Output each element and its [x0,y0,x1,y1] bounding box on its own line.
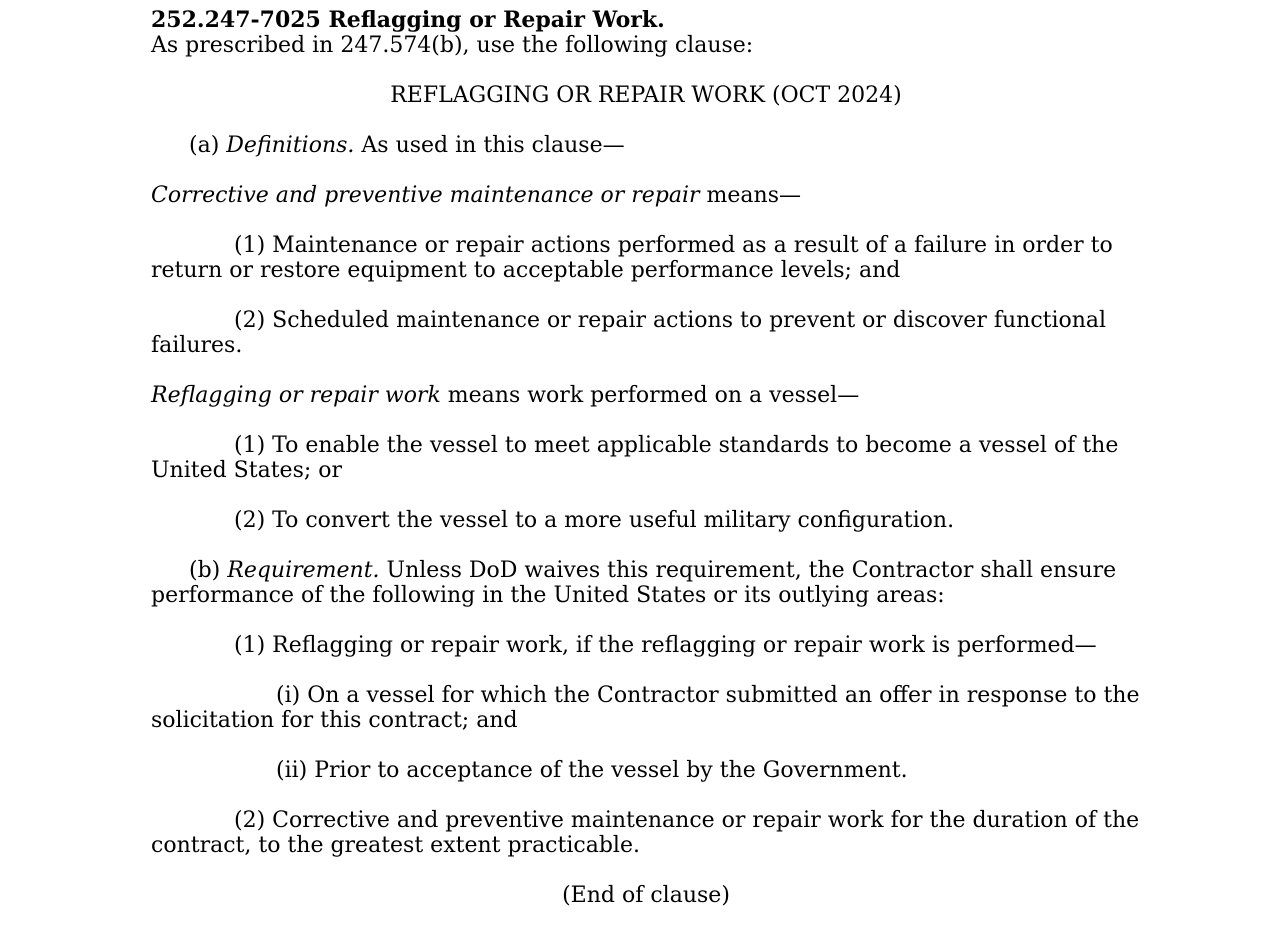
document-body [151,8,1141,908]
definition-reflagging-item-1: (1) To enable the vessel to meet applicable standards to become a vessel of the United States; or [151,433,1119,483]
paragraph-b [151,558,1141,608]
paragraph-a-marker: (a) [189,133,227,158]
end-of-clause: (End of clause) [562,883,730,908]
paragraph-a-heading: Definitions. [226,133,355,158]
definition-corrective-term: Corrective and preventive maintenance or repair [151,183,700,208]
definition-corrective-text: means— [699,183,802,208]
definition-reflagging-term: Reflagging or repair work [151,383,441,408]
clause-number-title: 252.247-7025 Reflagging or Repair Work. [151,7,665,33]
paragraph-b-marker: (b) [189,558,228,583]
paragraph-a-text: As used in this clause— [354,133,625,158]
clause-header [151,8,1141,58]
definition-reflagging-item-2: (2) To convert the vessel to a more useful military configuration. [234,508,955,533]
definition-reflagging [151,383,1141,408]
definition-corrective-item-2: (2) Scheduled maintenance or repair actions to prevent or discover functional failures. [151,308,1107,358]
paragraph-b-item-1: (1) Reflagging or repair work, if the reflagging or repair work is performed— [234,633,1097,658]
definition-corrective [151,183,1141,208]
paragraph-a [151,133,1141,158]
paragraph-b-item-1-ii: (ii) Prior to acceptance of the vessel by the Government. [276,758,908,783]
paragraph-b-text: Unless DoD waives this requirement, the Contractor shall ensure performance of the following in the United States or its outlying areas: [151,558,1117,608]
clause-title: REFLAGGING OR REPAIR WORK (OCT 2024) [390,83,902,108]
definition-corrective-item-1: (1) Maintenance or repair actions performed as a result of a failure in order to return or restore equipment to acceptable performance levels; and [151,233,1113,283]
definition-reflagging-text: means work performed on a vessel— [440,383,860,408]
paragraph-b-item-2: (2) Corrective and preventive maintenance or repair work for the duration of the contract, to the greatest extent practicable. [151,808,1140,858]
paragraph-b-item-1-i: (i) On a vessel for which the Contractor submitted an offer in response to the solicitation for this contract; and [151,683,1140,733]
prescription-text: As prescribed in 247.574(b), use the following clause: [151,33,754,58]
paragraph-b-heading: Requirement. [227,558,380,583]
